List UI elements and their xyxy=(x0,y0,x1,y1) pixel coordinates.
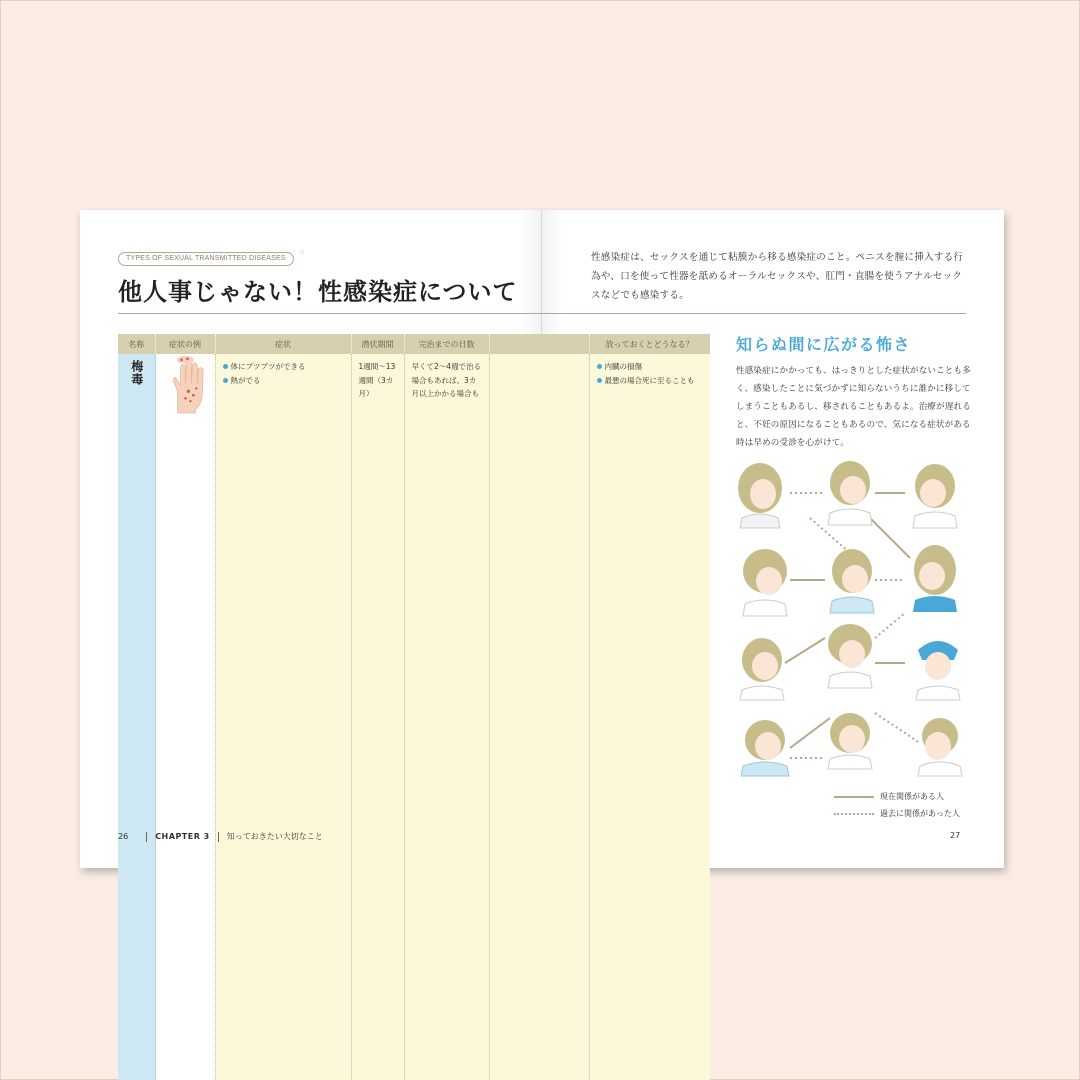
header-incubation: 潜伏期間 xyxy=(351,334,404,354)
book-spread xyxy=(80,210,1004,868)
consequence-item: 内臓の損傷 xyxy=(597,360,706,374)
symptom-item: 体にブツブツができる xyxy=(223,360,346,374)
consequence-item: 最悪の場合死に至ることも xyxy=(597,374,706,388)
header-rule xyxy=(118,313,966,314)
footer-divider xyxy=(218,832,219,842)
chapter-title: 知っておきたい大切なこと xyxy=(226,832,323,841)
legend-item-current: 現在関係がある人 xyxy=(834,788,960,805)
chapter-label: CHAPTER 3 xyxy=(155,832,210,841)
header-consequence: 放っておくとどうなる？ xyxy=(589,334,710,354)
side-text: 性感染症にかかっても、はっきりとした症状がないことも多く、感染したことに気づかずに知らないうちに誰かに移してしまうこともあるし、移されることもあるよ。治療が遅れると、不妊の原因になることもあるので、気になる症状がある時は早めの受診を心がけて。 xyxy=(736,366,971,448)
page-title: 他人事じゃない！性感染症について xyxy=(118,278,518,306)
header-cure: 完治までの日数 xyxy=(404,334,489,354)
sparkle-icon: ⁘ xyxy=(298,248,306,258)
consequence-list xyxy=(597,360,706,387)
symptom-item: 熱がでる xyxy=(223,374,346,388)
blank-cell xyxy=(489,354,589,1080)
right-page-number: 27 xyxy=(950,831,961,840)
hand-rash-illustration xyxy=(156,354,215,417)
left-page-number: 26 xyxy=(118,832,129,841)
table-row xyxy=(118,354,710,1080)
dotted-line-icon xyxy=(834,813,874,815)
header-blank xyxy=(489,334,589,354)
cure-cell: 早くて2～4週で治る場合もあれば、3カ月以上かかる場合も xyxy=(404,354,489,1080)
person-heads xyxy=(738,461,962,776)
section-tag: TYPES OF SEXUAL TRANSMITTED DISEASES xyxy=(118,252,294,266)
solid-line-icon xyxy=(834,796,874,798)
intro-text: 性感染症は、セックスを通じて粘膜から移る感染症のこと。ペニスを膣に挿入する行為や、口を使って性器を舐めるオーラルセックスや、肛門・直腸を使うアナルセックスなどでも感染する。 xyxy=(591,252,964,301)
side-title: 知らぬ間に広がる怖さ xyxy=(736,335,912,354)
legend xyxy=(834,788,960,822)
left-footer xyxy=(118,831,323,842)
header-name: 名称 xyxy=(118,334,155,354)
disease-name: 梅毒 xyxy=(129,360,144,386)
symptom-list xyxy=(223,360,346,387)
footer-divider xyxy=(146,832,147,842)
table-header-row xyxy=(118,334,710,354)
header-example: 症状の例 xyxy=(155,334,215,354)
legend-item-past: 過去に関係があった人 xyxy=(834,805,960,822)
header-symptoms: 症状 xyxy=(215,334,351,354)
sti-table xyxy=(118,334,711,1080)
relationship-network-illustration xyxy=(730,448,974,778)
incubation-cell: 1週間～13週間（3カ月） xyxy=(351,354,404,1080)
